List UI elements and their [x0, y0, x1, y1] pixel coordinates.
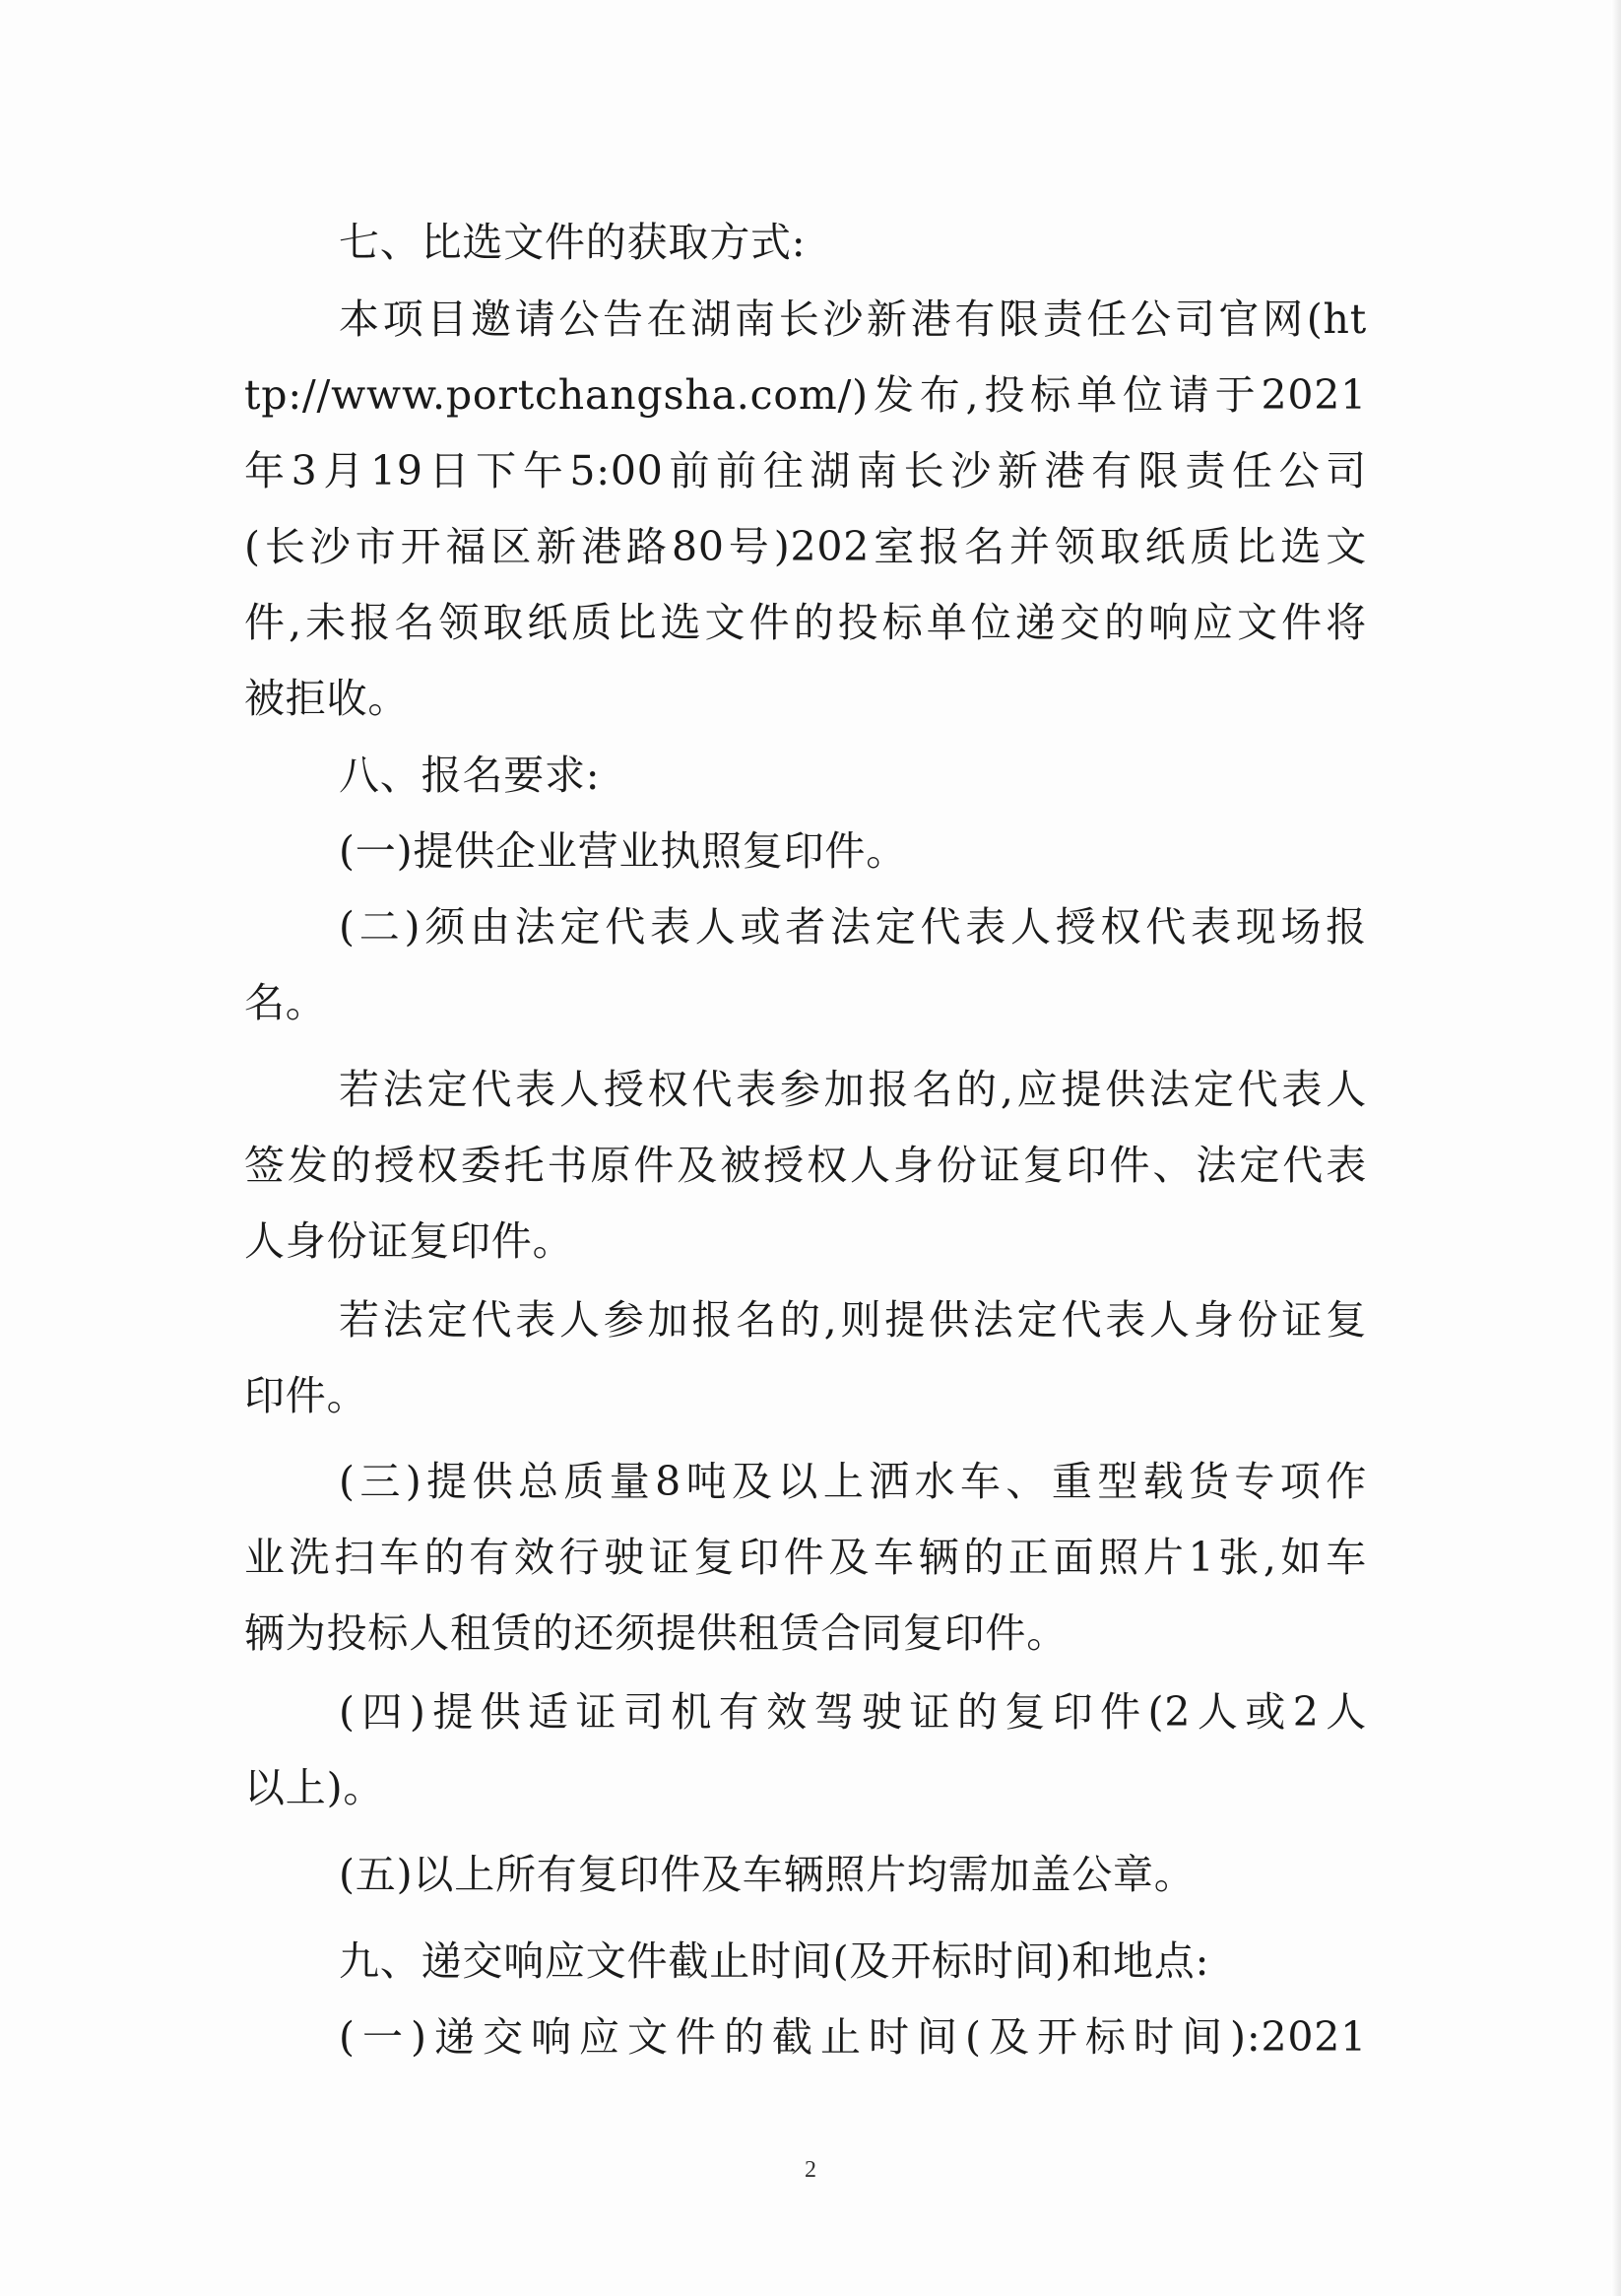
paragraph-line: 人身份证复印件。	[244, 1217, 574, 1265]
section-heading-9: 九、递交响应文件截止时间(及开标时间)和地点:	[339, 1937, 1210, 1985]
paragraph-line: 若法定代表人授权代表参加报名的,应提供法定代表人	[339, 1066, 1367, 1113]
paragraph-line: tp://www.portchangsha.com/)发布,投标单位请于2021	[244, 371, 1367, 419]
list-item-3: (三)提供总质量8吨及以上洒水车、重型载货专项作	[339, 1458, 1367, 1505]
scan-edge	[1611, 0, 1621, 2296]
page-number: 2	[805, 2157, 816, 2183]
paragraph-line: 印件。	[244, 1372, 368, 1419]
paragraph-line: 辆为投标人租赁的还须提供租赁合同复印件。	[244, 1609, 1068, 1657]
paragraph-line: 若法定代表人参加报名的,则提供法定代表人身份证复	[339, 1296, 1367, 1344]
paragraph-line: 以上)。	[244, 1764, 385, 1811]
paragraph-line: 名。	[244, 979, 327, 1026]
list-item-4: (四)提供适证司机有效驾驶证的复印件(2人或2人	[339, 1688, 1367, 1736]
paragraph-line: 年3月19日下午5:00前前往湖南长沙新港有限责任公司	[244, 447, 1367, 494]
paragraph-line: 件,未报名领取纸质比选文件的投标单位递交的响应文件将	[244, 599, 1367, 646]
paragraph-line: 被拒收。	[244, 675, 410, 722]
list-item-1: (一)提供企业营业执照复印件。	[339, 827, 907, 875]
paragraph-line: (长沙市开福区新港路80号)202室报名并领取纸质比选文	[244, 523, 1367, 570]
paragraph-line: 业洗扫车的有效行驶证复印件及车辆的正面照片1张,如车	[244, 1534, 1367, 1581]
list-item-9-1: (一)递交响应文件的截止时间(及开标时间):2021	[339, 2013, 1367, 2061]
list-item-2: (二)须由法定代表人或者法定代表人授权代表现场报	[339, 903, 1367, 951]
paragraph-line: 本项目邀请公告在湖南长沙新港有限责任公司官网(ht	[339, 295, 1367, 343]
section-heading-8: 八、报名要求:	[339, 752, 601, 799]
list-item-5: (五)以上所有复印件及车辆照片均需加盖公章。	[339, 1851, 1196, 1898]
section-heading-7: 七、比选文件的获取方式:	[339, 219, 807, 266]
paragraph-line: 签发的授权委托书原件及被授权人身份证复印件、法定代表	[244, 1142, 1367, 1189]
